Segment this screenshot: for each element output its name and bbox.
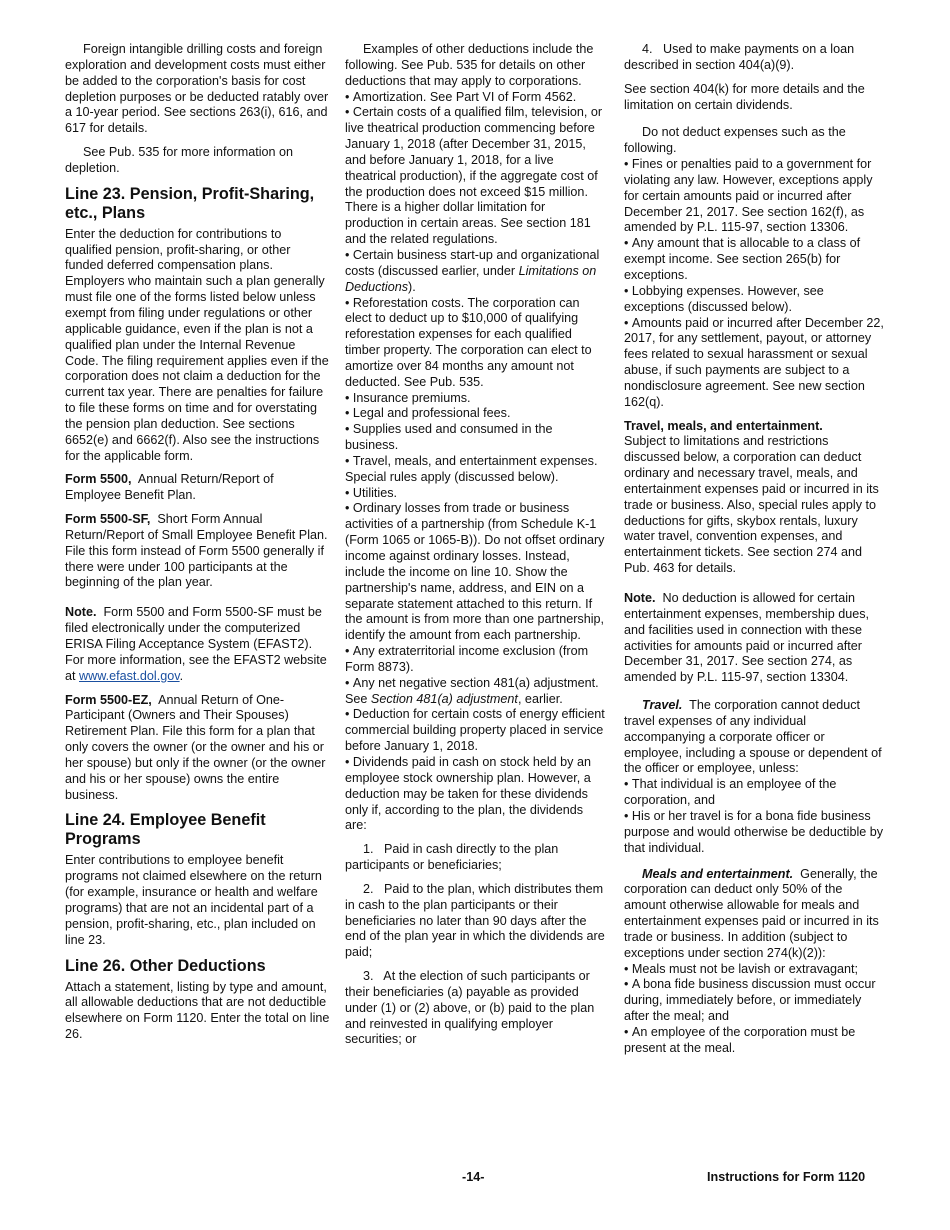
line26-heading: Line 26. Other Deductions (65, 956, 266, 975)
column-middle (345, 42, 607, 1056)
form5500ez-paragraph (65, 693, 330, 804)
numbered-item-4: 4. Used to make payments on a loan described in section 404(a)(9). (624, 42, 855, 72)
list-item: • Amounts paid or incurred after December 22, 2017, for any settlement, payout, or attorney fees related to sexual harassment or sexual abuse, if such payments are subject to a nondisclosure agreement. See new section 162(q). (624, 316, 886, 411)
list-item: • Any extraterritorial income exclusion (from Form 8873). (345, 644, 607, 676)
list-item: • A bona fide business discussion must occur during, immediately before, or immediately after the meal; and (624, 977, 886, 1025)
efast-link[interactable]: www.efast.dol.gov (79, 668, 180, 683)
tme-heading: Travel, meals, and entertainment. (624, 418, 823, 433)
form5500-paragraph (65, 472, 330, 504)
tme-paragraph (624, 419, 886, 577)
note-efast-paragraph: Note. Form 5500 and Form 5500-SF must be filed electronically under the computerized ERISA Filing Acceptance System (EFAST2). For more information, see the EFAST2 website at www.efast.dol.gov. (65, 605, 327, 683)
other-deductions-intro: Examples of other deductions include the following. See Pub. 535 for details on other deductions that may apply to corporations. (345, 42, 594, 88)
list-item: • Lobbying expenses. However, see exceptions (discussed below). (624, 284, 886, 316)
list-item: • Meals must not be lavish or extravagant; (624, 962, 886, 978)
list-item: • Certain business start-up and organizational costs (discussed earlier, under Limitations on Deductions). (345, 248, 607, 296)
column-right (624, 42, 886, 1057)
list-item: • Insurance premiums. (345, 391, 607, 407)
list-item: • Supplies used and consumed in the business. (345, 422, 607, 454)
list-item: • Fines or penalties paid to a government for violating any law. However, exceptions apply for certain amounts paid or incurred after December 21, 2017. See section 162(f), as amended by P.L. 115-97, section 13306. (624, 157, 886, 236)
travel-conditions-list (624, 777, 886, 856)
meals-text: Generally, the corporation can deduct only 50% of the amount otherwise allowable for meals and entertainment expenses paid or incurred in its trade or business. In addition (subject to exceptions under section 274(k)(2)): (624, 866, 879, 960)
travel-text: The corporation cannot deduct travel expenses of any individual accompanying a corporate officer or employee, including a spouse or dependent of the officer or employee, unless: (624, 698, 882, 776)
form5500ez-text: Annual Return of One-Participant (Owners and Their Spouses) Retirement Plan. File this form for a plan that only covers the owner (or the owner and his or her spouse) but only if the owner (or the owner and his or her spouse) owns the entire business. (65, 692, 326, 802)
list-item: • Certain costs of a qualified film, television, or live theatrical production commencing before January 1, 2018 (after December 31, 2015, and before January 1, 2018, for a live theatrical production), if the aggregate cost of the production does not exceed $15 million. There is a higher dollar limitation for production in certain areas. See section 181 and the related regulations. (345, 105, 607, 248)
form5500ez-label: Form 5500-EZ, (65, 692, 152, 707)
form5500-text: Annual Return/Report of Employee Benefit Plan. (65, 472, 274, 503)
line23-paragraph: Enter the deduction for contributions to qualified pension, profit-sharing, or other funded deferred compensation plans. Employers who maintain such a plan generally must file one of the forms listed below unless exempt from filing under regulations or other applicable guidance, even if the plan is not a qualified plan under the Internal Revenue Code. The filing requirement applies even if the corporation does not claim a deduction for the current tax year. There are penalties for failure to file these forms on time and for overstating the pension plan deduction. See sections 6652(e) and 6662(f). Also see the instructions for the applicable form. (65, 226, 329, 463)
depletion-paragraph: Foreign intangible drilling costs and foreign exploration and development costs must either be added to the corporation's basis for cost depletion purposes or be deducted ratably over a 10-year period. See sections 263(i), 616, and 617 for details. (65, 42, 329, 136)
form-name-footer: Instructions for Form 1120 (707, 1170, 866, 1184)
do-not-deduct-list (624, 157, 886, 411)
list-item: • Travel, meals, and entertainment expenses. Special rules apply (discussed below). (345, 454, 607, 486)
travel-paragraph (624, 698, 886, 777)
list-item: • Deduction for certain costs of energy efficient commercial building property placed in service before January 1, 2018. (345, 707, 607, 755)
form5500-label: Form 5500, (65, 472, 132, 487)
list-item: • Reforestation costs. The corporation can elect to deduct up to $10,000 of qualifying reforestation expenses for each qualified timber property. The corporation can elect to amortize over 84 months any amount not deducted. See Pub. 535. (345, 296, 607, 391)
note-label: Note. (624, 591, 656, 605)
line23-heading: Line 23. Pension, Profit-Sharing, etc., Plans (65, 184, 315, 222)
numbered-item-1: 1. Paid in cash directly to the plan participants or beneficiaries; (345, 842, 559, 873)
line24-heading: Line 24. Employee Benefit Programs (65, 811, 266, 849)
page-number: -14- (462, 1170, 485, 1184)
list-item: • His or her travel is for a bona fide business purpose and would otherwise be deductible by that individual. (624, 809, 886, 857)
form5500sf-text: Short Form Annual Return/Report of Small Employee Benefit Plan. File this form instead of Form 5500 generally if there were under 100 participants at the beginning of the plan year. (65, 512, 328, 590)
form5500sf-label: Form 5500-SF, (65, 512, 151, 527)
tme-text: Subject to limitations and restrictions discussed below, a corporation can deduct ordinary and necessary travel, meals, and entertainment expenses paid or incurred in its trade or business. Also, special rules apply to deductions for gifts, skybox rentals, luxury water travel, convention expenses, and entertainment tickets. See section 274 and Pub. 463 for details. (624, 434, 879, 576)
line26-paragraph: Attach a statement, listing by type and amount, all allowable deductions that are not deductible elsewhere on Form 1120. Enter the total on line 26. (65, 979, 330, 1042)
list-item: • Amortization. See Part VI of Form 4562. (345, 90, 607, 106)
meals-conditions-list (624, 962, 886, 1057)
meals-label: Meals and entertainment. (642, 866, 794, 881)
list-item: • Any amount that is allocable to a class of exempt income. See section 265(b) for exceptions. (624, 236, 886, 284)
list-item: • Utilities. (345, 486, 607, 502)
numbered-item-3: 3. At the election of such participants or their beneficiaries (a) payable as provided under (1) or (2) above, or (b) paid to the plan and reinvested in qualifying employer securities; or (345, 969, 595, 1047)
pub535-paragraph: See Pub. 535 for more information on depletion. (65, 145, 294, 175)
list-item: • Legal and professional fees. (345, 406, 607, 422)
list-item: • Dividends paid in cash on stock held by an employee stock ownership plan. However, a deduction may be taken for these dividends only if, according to the plan, the dividends are: (345, 755, 607, 834)
note-label: Note. (65, 605, 97, 620)
column-left (65, 42, 330, 1051)
other-deductions-list (345, 90, 607, 835)
form5500sf-paragraph (65, 512, 330, 591)
meals-paragraph (624, 867, 886, 962)
note-text: No deduction is allowed for certain entertainment expenses, membership dues, and facilities used in connection with these activities for amounts paid or incurred after December 31, 2017. See section 274, as amended by P.L. 115-97, section 13304. (624, 591, 870, 685)
note-text: Form 5500 and Form 5500-SF must be filed electronically under the computerized ERISA Filing Acceptance System (EFAST2). For more information, see the EFAST2 website at (65, 605, 327, 683)
list-item: • That individual is an employee of the corporation, and (624, 777, 886, 809)
section404k-paragraph: See section 404(k) for more details and the limitation on certain dividends. (624, 81, 865, 112)
list-item: • An employee of the corporation must be present at the meal. (624, 1025, 886, 1057)
note-entertainment-paragraph (624, 591, 886, 686)
numbered-item-2: 2. Paid to the plan, which distributes them in cash to the plan participants or their beneficiaries no later than 90 days after the end of the plan year in which the dividends are paid; (345, 881, 605, 960)
do-not-deduct-intro: Do not deduct expenses such as the following. (624, 125, 846, 156)
list-item: • Any net negative section 481(a) adjustment. See Section 481(a) adjustment, earlier. (345, 676, 607, 708)
line24-paragraph: Enter contributions to employee benefit programs not claimed elsewhere on the return (for example, insurance or health and welfare programs) that are not an incidental part of a pension, profit-sharing, etc., plan included on line 23. (65, 853, 322, 947)
list-item: • Ordinary losses from trade or business activities of a partnership (from Schedule K-1 (Form 1065 or 1065-B)). Do not offset ordinary income against ordinary losses. Instead, include the income on line 10. Show the partnership's name, address, and EIN on a separate statement attached to this return. If the amount is from more than one partnership, identify the amount from each partnership. (345, 501, 607, 644)
travel-label: Travel. (642, 698, 683, 713)
